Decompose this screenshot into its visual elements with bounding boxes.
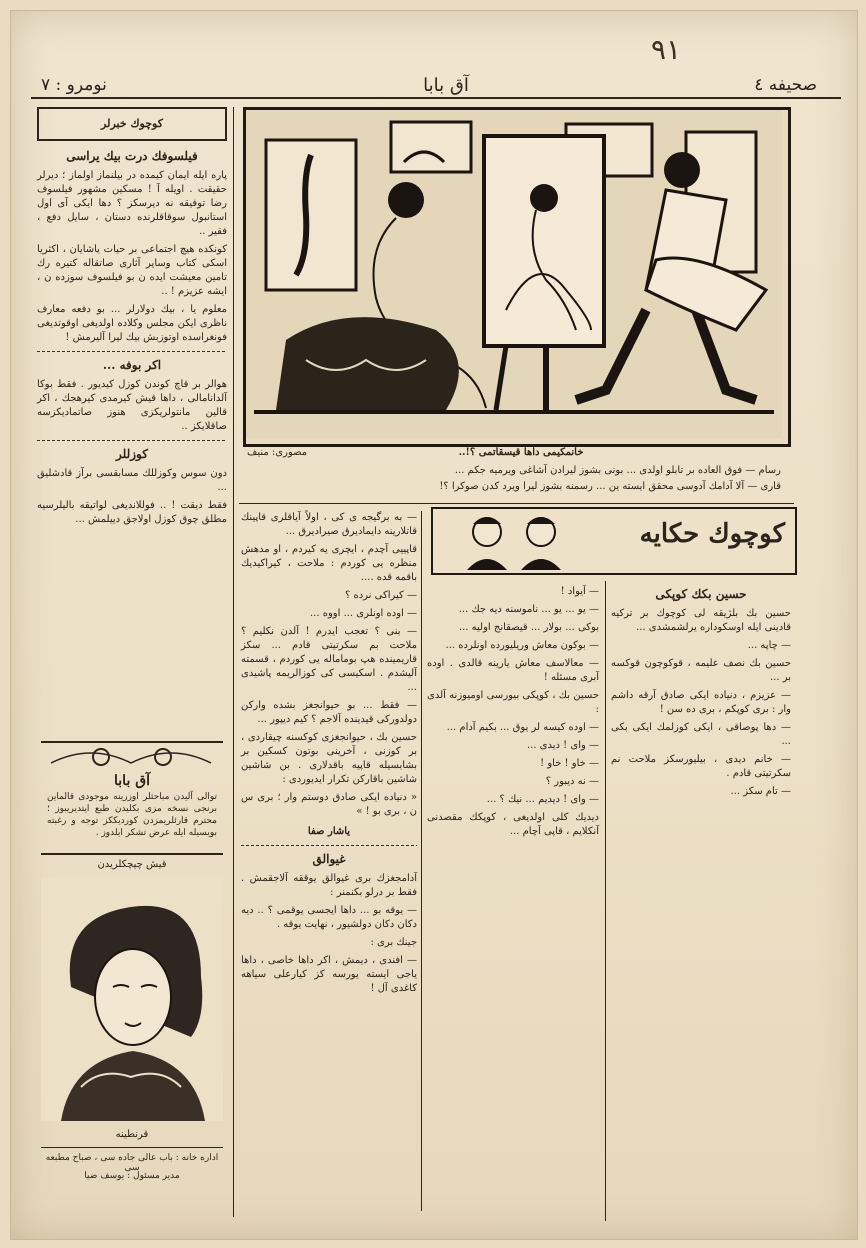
story-header-box xyxy=(431,507,797,575)
story-paragraph: — فقط ... بو حیوانجغز بشده واركن دولدوركی قیدینده آلاجم ؟ كیم دیپور ... xyxy=(241,700,417,725)
publisher-notice xyxy=(41,741,223,855)
story-paragraph: — وای ! دیدی ... xyxy=(526,740,599,751)
article-paragraph: — یوقه بو ... داها ایجسی یوقمی ؟ .. دیه دکان دکان دولشیور ، نهایت یوقه . xyxy=(241,905,417,930)
middle-column xyxy=(241,511,417,1000)
story-subtitle: حسین بکك کوپکی xyxy=(655,587,747,601)
cartoon-illustration xyxy=(246,110,782,438)
article-paragraph: هوالر بر قاچ کوندن کوزل کیدیور . فقط بوکا آلدانامالی ، داها قیش کیرمدی کیرهجك ، اکر قالین مانتولریکزی هنوز صاتمادیکزسه صاقلایکز .. xyxy=(37,379,227,432)
divider xyxy=(37,351,227,352)
story-paragraph: دیدیك کلی اولدیغی ، کوپکك مقصدنی آنكلایم ، قاپی آچام ... xyxy=(427,812,599,837)
article-paragraph: دون سوس وکوزللك مسابقسی برآز قادشلیق ... xyxy=(37,468,227,493)
story-paragraph: — تام سکز ... xyxy=(730,786,791,797)
column-rule-mid xyxy=(421,511,422,1211)
left-column xyxy=(37,107,227,531)
article-paragraph: — افندی ، دیمش ، اکر داها خاصی ، داها یاجی ایسته یورسه کز کیارعلی سیاهه کاغدی آل ! xyxy=(241,955,417,994)
cartoon-artist: مصوری: منیف xyxy=(247,447,308,458)
story-paragraph: — وای ! دیدیم ... نیك ؟ ... xyxy=(486,794,599,805)
footer-admin: اداره خانه : باب عالی جاده سی ، صباح مطبعه سی xyxy=(45,1153,219,1173)
article-paragraph: فقط دیقت ! .. فوللاندیغی لواتیقه بالیلرسیه مطلق چوق کوزل اولاجق دییلمش ... xyxy=(37,500,227,525)
story-signature: یاشار صفا xyxy=(307,826,351,837)
footer-rule xyxy=(41,1147,223,1148)
story-paragraph: — عزیزم ، دنیاده ایکی صادق آرقه داشم وار : بری کوپکم ، بری ده سن ! xyxy=(611,690,791,715)
story-paragraph: — یو ... یو ... ناموسنه دیه جك ... xyxy=(458,604,599,615)
cartoon xyxy=(243,107,791,447)
picture-note: قرنطینه xyxy=(115,1129,149,1140)
column-rule xyxy=(233,107,234,1217)
ornament-faces-icon xyxy=(41,743,223,769)
header-rule xyxy=(31,97,841,99)
article-paragraph: جینك بری : xyxy=(370,937,417,948)
picture-caption: قیش چیچکلریدن xyxy=(97,859,167,870)
divider xyxy=(241,845,417,846)
issue-number-label: نومرو : ٧ xyxy=(41,75,107,95)
news-logo-box xyxy=(37,107,227,141)
column-rule-right xyxy=(605,581,606,1221)
story-right-column xyxy=(611,585,791,803)
story-paragraph: — اوده کیسه لر یوق ... بکیم آدام ... xyxy=(446,722,599,733)
story-middle-column xyxy=(427,585,599,843)
story-paragraph: — آیواد ! xyxy=(560,586,599,597)
story-paragraph: — نه دیبور ؟ xyxy=(545,776,599,787)
two-men-illustration xyxy=(437,510,587,570)
story-paragraph: — بوکون معاش وریلیورده اونلرده ... xyxy=(445,640,599,651)
article-paragraph: معلوم یا ، بیك دولارلر ... بو دفعه معارف ناظری ایکن مجلس وکلاده اولدیغی اوقوتدیغی فونغراسده اوتوزبش بیك لیرا آلیرمش ! xyxy=(37,304,227,343)
article-heading-ghayb: غیوالق xyxy=(312,852,346,866)
story-paragraph: — دها پوصاقی ، ایکی کوزلمك ایکی بکی ... xyxy=(611,722,791,747)
story-paragraph: حسین بك نصف علیمه ، قوکوچون قوکسه بر ... xyxy=(611,658,791,683)
article-paragraph: کونکده هیچ اجتماعی بر حیات یاشایان ، اکثریا اسکی کتاب وسایر آثاری صاتقاله کتیره رك تامین معیشت ایده ن بو فیلسوف سوزده ن ، ایشه عزیزم ! .. xyxy=(37,244,227,297)
notice-text: توالی آلیدن مباحثلر اوزرینه موجودی قالماین برنجی نسخه مزی بکلیدن طبع ایتدیریبوز ؛ محترم قارئلریمزدن کوردیککز توجه و رغبته بویسیله ایله عرض تشکر ایلدوز . xyxy=(47,792,217,838)
cartoon-rule xyxy=(239,503,794,504)
article-heading-beauties: کوزللر xyxy=(116,447,148,461)
handwritten-mark: ٩١ xyxy=(651,33,682,66)
page-number-label: صحیفه ٤ xyxy=(754,75,817,95)
cartoon-dialogue-1: رسام — فوق العاده بر تابلو اولدی ... بونی بشوز لیرادن آشاغی ویرمیه جکم ... xyxy=(454,465,781,476)
newspaper-title: آق بابا xyxy=(423,75,469,96)
story-paragraph: — خانم دیدی ، بیلیورسکز ملاحت نم سکرتیتی قادم . xyxy=(611,754,791,779)
story-paragraph: — کیراکی نرده ؟ xyxy=(344,590,417,601)
story-paragraph: حسین بك ، حیوانجغزی کوکسنه چیقاردی ، بر کوزنی ، آخرینی بوتون کسکین بر بشابسیله قاپیه باقدلاری . بن شاشین شاشین باقارکن تکرار ایدیوردی : xyxy=(241,732,417,785)
story-paragraph: — اوده اونلری ... اووه ... xyxy=(310,608,417,619)
article-paragraph: آدامجغزك بری غیوالق یوققه آلاجقمش . فقط بر درلو بکنمنر : xyxy=(241,873,417,898)
story-paragraph: — بنی ؟ تعجب ایدرم ! آلدن نکلیم ؟ ملاحت بم سکرتیتی قادم ... سکز قاریمینده هپ بوماماله یی کوردم ، قسمته آلیشدم . اسکیسی کی کوزالریمه پاشیدی ... xyxy=(241,626,417,693)
story-paragraph: — خاو ! خاو ! xyxy=(540,758,599,769)
story-section-title: کوچوك حكایه xyxy=(639,519,785,549)
news-logo-text: کوچوك خبرلر xyxy=(101,117,163,130)
article-heading-if-snow: اکر بوفه ... xyxy=(102,358,162,372)
story-paragraph: — چاپه ... xyxy=(747,640,791,651)
newspaper-page xyxy=(10,10,858,1240)
woman-portrait-illustration xyxy=(41,877,223,1121)
story-paragraph: حسین بك بلژیقه لی کوچوك بر ترکیه قادینی ایله اوسکوداره یرلشمشدی ... xyxy=(611,608,791,633)
article-heading-philosopher: فیلسوفك درت بیك یراسی xyxy=(66,149,198,163)
article-paragraph: پاره ایله ایمان کیمده در بیلنماز اولماز ؛ دیرلر حقیقت . اویله آ ! مسکین مشهور فیلسوف رضا توفیقه نه دیرسکز ؟ دها ایکی آی اول استانبول سوقاقلرنده دستان ، سایل دفع ، فقیر .. xyxy=(37,170,227,237)
footer-editor: مدیر مسئول : یوسف ضیا xyxy=(84,1171,180,1181)
notice-title: آق بابا xyxy=(114,773,150,789)
story-paragraph: « دنیاده ایکی صادق دوستم وار ؛ بری س ن ، بری بو ! » xyxy=(241,792,417,817)
divider xyxy=(37,440,227,441)
story-paragraph: — معالاسف معاش یارینه قالدی . اوده آبری مسئله ! xyxy=(427,658,599,683)
cartoon-title: خانمکیمی داها قیسقاتمی ؟!.. xyxy=(458,447,584,458)
story-paragraph: قاپییی آچدم ، ایچری یه کیردم ، او مدهش منظره یی کوردم : ملاحت ، کیراکیدیك باقمه قده .... xyxy=(241,544,417,583)
story-paragraph: حسین بك ، کوپکی بیورسی اومیوزنه آلدی : xyxy=(427,690,599,715)
story-paragraph: — به برگیجه ی کی ، اولاً آیاقلری قاپینك قاتلارینه دایمادیرق صیرادیرق ... xyxy=(241,512,417,537)
cartoon-dialogue-2: قاری — آلا آدامك آدوسی محقق ایسته ین ... رسمنه بشوز لیرا ویرد كدن صوكرا ؟! xyxy=(439,481,781,492)
story-paragraph: بوکی ... بولار ... قیصقانج اولیه ... xyxy=(458,622,599,633)
